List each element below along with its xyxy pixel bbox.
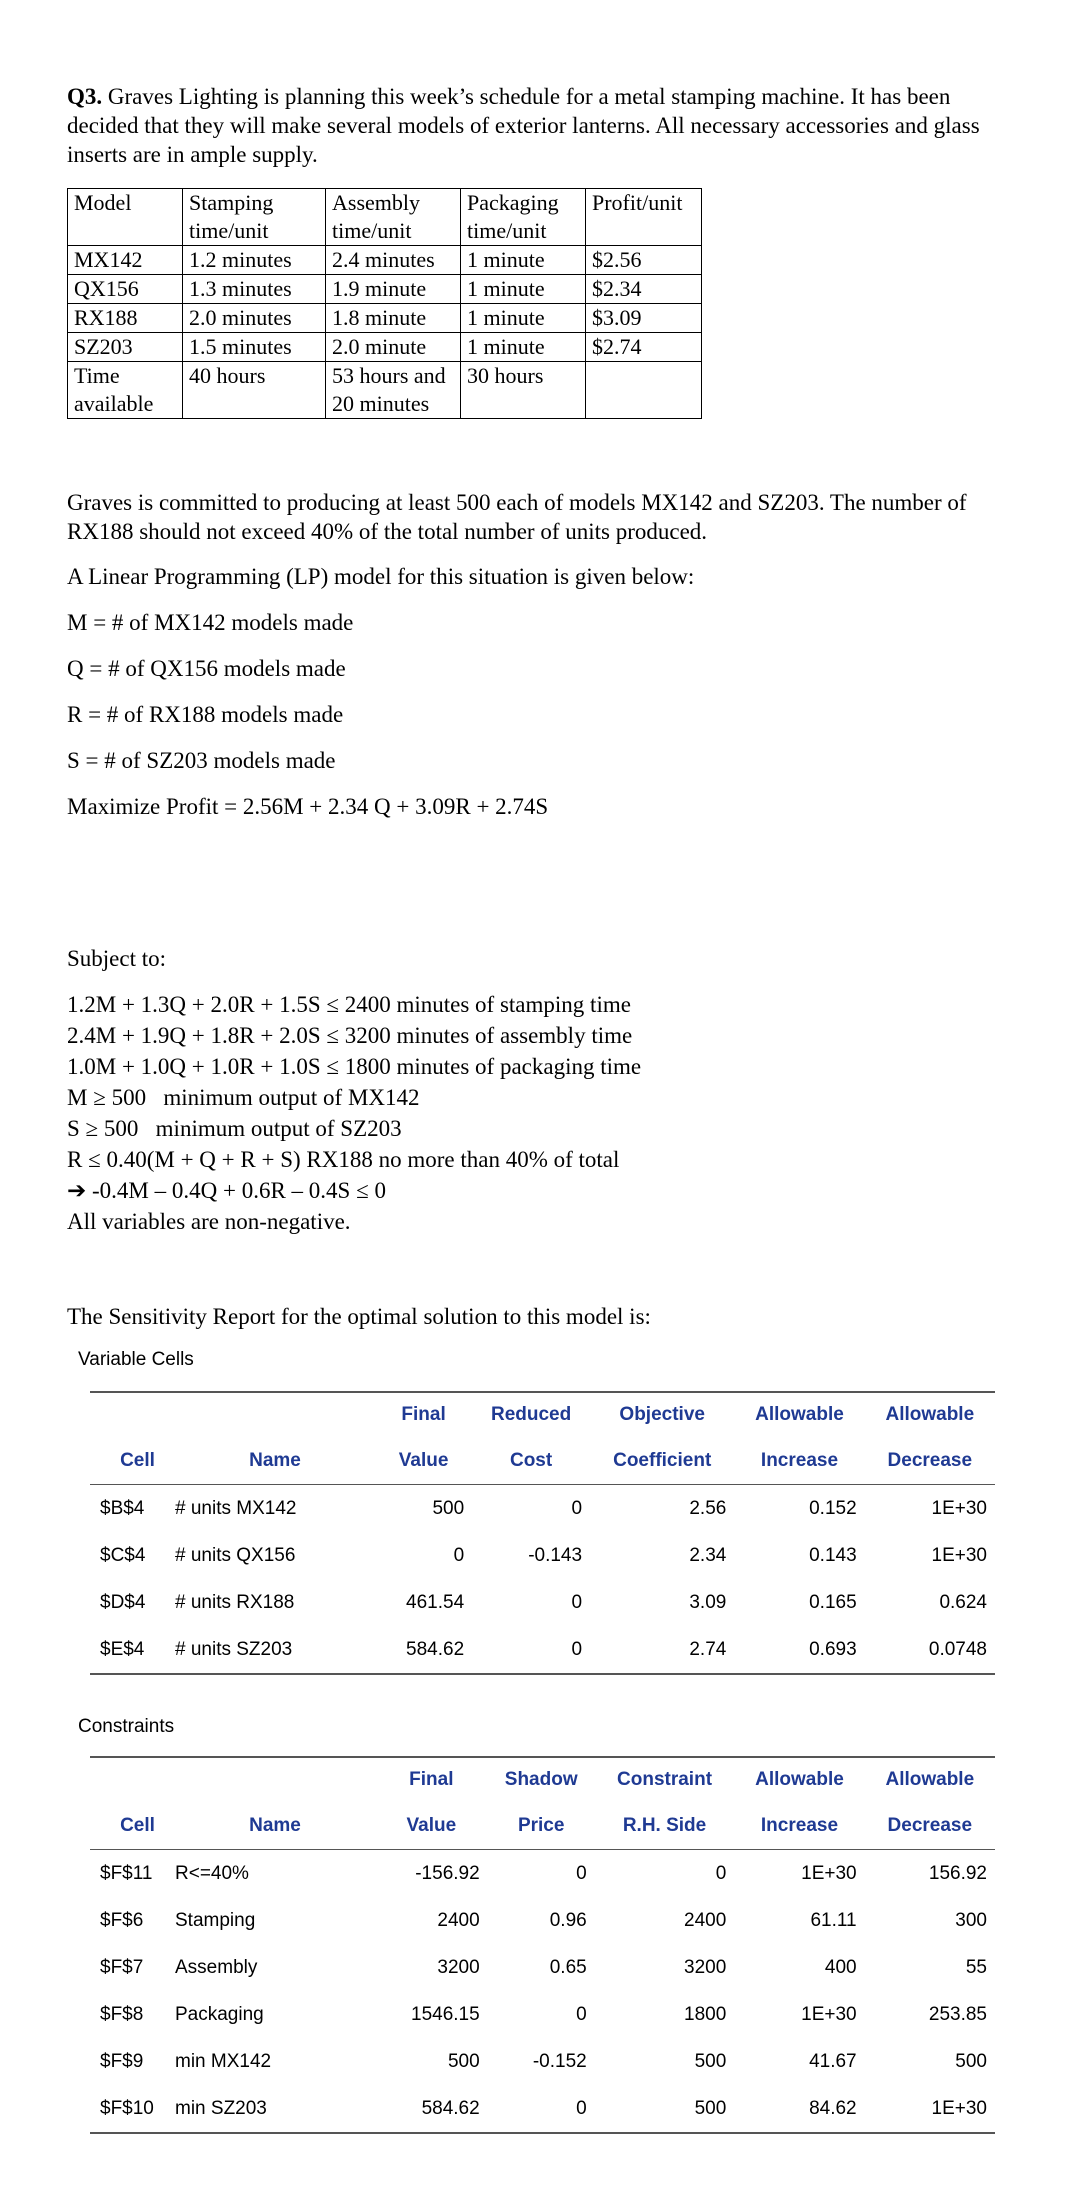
constraint-min-sz203: S ≥ 500 minimum output of SZ203 bbox=[67, 1116, 402, 1141]
report-cell: 461.54 bbox=[406, 1591, 465, 1613]
table-cell: 30 hours bbox=[461, 362, 586, 419]
report-header-cell: Allowable bbox=[734, 1392, 864, 1437]
report-header-cell: Value bbox=[375, 1437, 472, 1485]
report-cell: -0.143 bbox=[528, 1544, 583, 1566]
table-cell: $2.74 bbox=[586, 333, 702, 362]
report-cell: 500 bbox=[595, 2085, 735, 2133]
variable-cells-table bbox=[90, 1391, 995, 1675]
report-header-row bbox=[90, 1437, 995, 1485]
report-header-cell: R.H. Side bbox=[595, 1802, 735, 1850]
report-cell: 300 bbox=[955, 1909, 987, 1931]
report-cell: # units RX188 bbox=[175, 1591, 295, 1613]
report-cell: 500 bbox=[955, 2050, 987, 2072]
table-cell: RX188 bbox=[68, 304, 183, 333]
report-cell: 0 bbox=[715, 1862, 727, 1884]
report-header-cell: Allowable bbox=[734, 1757, 864, 1802]
report-cell: 584.62 bbox=[375, 1626, 472, 1674]
table-cell: 1.9 minute bbox=[326, 275, 461, 304]
table-row bbox=[68, 362, 702, 419]
table-cell: $3.09 bbox=[586, 304, 702, 333]
report-row bbox=[90, 2085, 995, 2133]
report-cell: Assembly bbox=[175, 1956, 258, 1978]
objective-function: Maximize Profit = 2.56M + 2.34 Q + 3.09R + 2.74S bbox=[67, 794, 549, 819]
model-data-table bbox=[67, 188, 702, 419]
report-cell: Stamping bbox=[175, 1909, 256, 1931]
report-row bbox=[90, 2038, 995, 2085]
report-header-cell: Increase bbox=[734, 1802, 864, 1850]
report-cell: $F$11 bbox=[100, 1862, 153, 1884]
report-header-row bbox=[90, 1802, 995, 1850]
report-cell: 500 bbox=[447, 2050, 480, 2072]
report-header-row bbox=[90, 1757, 995, 1802]
report-cell: $F$8 bbox=[100, 2003, 144, 2025]
report-cell: 0 bbox=[472, 1626, 590, 1674]
report-cell: 0 bbox=[576, 1862, 587, 1884]
commitment-text: Graves is committed to producing at least 500 each of models MX142 and SZ203. The number of RX188 should not exceed 40% of the total number of units produced. bbox=[67, 490, 967, 544]
table-cell: 1.5 minutes bbox=[183, 333, 326, 362]
report-cell: Packaging bbox=[175, 2003, 264, 2025]
question-text: Graves Lighting is planning this week’s schedule for a metal stamping machine. It has been decided that they will make several models of exterior lanterns. All necessary accessories and glass inserts are in ample supply. bbox=[67, 84, 980, 167]
report-cell: 0.143 bbox=[809, 1544, 857, 1566]
report-cell: 2400 bbox=[684, 1909, 727, 1931]
report-cell: 584.62 bbox=[375, 2085, 488, 2133]
constraint-packaging: 1.0M + 1.0Q + 1.0R + 1.0S ≤ 1800 minutes of packaging time bbox=[67, 1054, 642, 1079]
report-cell: 1E+30 bbox=[801, 2003, 857, 2025]
non-negativity-note: All variables are non-negative. bbox=[67, 1209, 351, 1234]
report-header-cell: Price bbox=[488, 1802, 595, 1850]
question-intro bbox=[67, 82, 1017, 169]
report-cell: 253.85 bbox=[928, 2003, 987, 2025]
report-cell: $B$4 bbox=[100, 1497, 145, 1519]
report-header-cell: Final bbox=[375, 1392, 472, 1437]
report-cell: 1E+30 bbox=[931, 1497, 987, 1519]
report-header-cell: Decrease bbox=[865, 1437, 995, 1485]
sensitivity-intro: The Sensitivity Report for the optimal solution to this model is: bbox=[67, 1304, 651, 1329]
report-cell: 2400 bbox=[437, 1909, 480, 1931]
report-header-cell: Name bbox=[175, 1437, 375, 1485]
report-cell: # units SZ203 bbox=[175, 1626, 375, 1674]
report-cell: $F$10 bbox=[90, 2085, 175, 2133]
variable-definition-m: M = # of MX142 models made bbox=[67, 610, 354, 635]
table-cell: MX142 bbox=[68, 246, 183, 275]
variable-definition-q: Q = # of QX156 models made bbox=[67, 656, 346, 681]
report-cell: 0 bbox=[488, 2085, 595, 2133]
report-cell: 0 bbox=[571, 1591, 583, 1613]
report-cell: $F$7 bbox=[100, 1956, 144, 1978]
report-header-cell: Increase bbox=[734, 1437, 864, 1485]
report-cell: 1800 bbox=[684, 2003, 727, 2025]
report-row bbox=[90, 1850, 995, 1898]
report-cell: 3200 bbox=[437, 1956, 480, 1978]
report-header-cell: Cell bbox=[90, 1802, 175, 1850]
table-cell: 1.2 minutes bbox=[183, 246, 326, 275]
report-cell: 2.34 bbox=[689, 1544, 727, 1566]
report-cell: 61.11 bbox=[810, 1909, 857, 1931]
lp-intro: A Linear Programming (LP) model for this situation is given below: bbox=[67, 564, 695, 589]
report-header-cell: Reduced bbox=[472, 1392, 590, 1437]
table-cell: 2.0 minute bbox=[326, 333, 461, 362]
variable-definition-s: S = # of SZ203 models made bbox=[67, 748, 336, 773]
report-cell: 0.165 bbox=[809, 1591, 857, 1613]
table-cell: 2.4 minutes bbox=[326, 246, 461, 275]
table-cell: 2.0 minutes bbox=[183, 304, 326, 333]
report-cell: min MX142 bbox=[175, 2050, 272, 2072]
table-cell: Assembly time/unit bbox=[326, 189, 461, 246]
report-cell: 0 bbox=[571, 1497, 583, 1519]
table-cell: Profit/unit bbox=[586, 189, 702, 246]
report-cell: R<=40% bbox=[175, 1862, 249, 1884]
report-header-cell bbox=[90, 1392, 175, 1437]
report-row bbox=[90, 1944, 995, 1991]
report-cell: 0 bbox=[576, 2003, 587, 2025]
report-cell: 1E+30 bbox=[801, 1862, 857, 1884]
report-cell: 0.624 bbox=[939, 1591, 987, 1613]
table-cell: 1 minute bbox=[461, 275, 586, 304]
report-header-cell: Cost bbox=[472, 1437, 590, 1485]
report-cell: min SZ203 bbox=[175, 2085, 375, 2133]
table-cell: $2.56 bbox=[586, 246, 702, 275]
table-cell: Model bbox=[68, 189, 183, 246]
report-cell: 41.67 bbox=[809, 2050, 857, 2072]
report-header-cell: Decrease bbox=[865, 1802, 995, 1850]
constraint-assembly: 2.4M + 1.9Q + 1.8R + 2.0S ≤ 3200 minutes of assembly time bbox=[67, 1023, 633, 1048]
report-cell: 1E+30 bbox=[931, 1544, 987, 1566]
subject-to-label: Subject to: bbox=[67, 946, 167, 971]
table-cell: 1 minute bbox=[461, 304, 586, 333]
report-cell: 0.96 bbox=[549, 1909, 587, 1931]
report-row bbox=[90, 1626, 995, 1674]
variable-cells-label: Variable Cells bbox=[78, 1349, 194, 1370]
report-header-cell bbox=[175, 1392, 375, 1437]
report-row bbox=[90, 1485, 995, 1533]
constraint-min-mx142: M ≥ 500 minimum output of MX142 bbox=[67, 1085, 420, 1110]
report-cell: 55 bbox=[965, 1956, 987, 1978]
table-row bbox=[68, 333, 702, 362]
report-header-cell bbox=[90, 1757, 175, 1802]
constraint-rx188-rewritten: ➔ -0.4M – 0.4Q + 0.6R – 0.4S ≤ 0 bbox=[67, 1178, 386, 1203]
report-cell: 0.693 bbox=[734, 1626, 864, 1674]
report-header-cell: Final bbox=[375, 1757, 488, 1802]
report-cell: $E$4 bbox=[90, 1626, 175, 1674]
table-cell: 1 minute bbox=[461, 333, 586, 362]
report-cell: 3.09 bbox=[689, 1591, 727, 1613]
report-cell: # units MX142 bbox=[175, 1497, 297, 1519]
report-cell: $D$4 bbox=[100, 1591, 146, 1613]
constraint-rx188-ratio: R ≤ 0.40(M + Q + R + S) RX188 no more than 40% of total bbox=[67, 1147, 620, 1172]
report-header-cell bbox=[175, 1757, 375, 1802]
table-cell: QX156 bbox=[68, 275, 183, 304]
report-header-cell: Coefficient bbox=[590, 1437, 734, 1485]
report-cell: 0 bbox=[453, 1544, 465, 1566]
report-cell: $C$4 bbox=[100, 1544, 146, 1566]
constraints-table bbox=[90, 1756, 995, 2134]
report-cell: 1546.15 bbox=[411, 2003, 480, 2025]
report-header-cell: Shadow bbox=[488, 1757, 595, 1802]
report-row bbox=[90, 1897, 995, 1944]
report-cell: -0.152 bbox=[532, 2050, 587, 2072]
variable-definition-r: R = # of RX188 models made bbox=[67, 702, 344, 727]
table-cell: $2.34 bbox=[586, 275, 702, 304]
report-cell: 500 bbox=[432, 1497, 465, 1519]
report-row bbox=[90, 1532, 995, 1579]
table-row bbox=[68, 275, 702, 304]
report-header-cell: Allowable bbox=[865, 1392, 995, 1437]
table-cell: 1.8 minute bbox=[326, 304, 461, 333]
table-cell: SZ203 bbox=[68, 333, 183, 362]
table-cell: 53 hours and 20 minutes bbox=[326, 362, 461, 419]
report-row bbox=[90, 1579, 995, 1626]
report-cell: -156.92 bbox=[415, 1862, 480, 1884]
table-cell: 1 minute bbox=[461, 246, 586, 275]
constraint-stamping: 1.2M + 1.3Q + 2.0R + 1.5S ≤ 2400 minutes of stamping time bbox=[67, 992, 631, 1017]
question-label: Q3. bbox=[67, 84, 103, 109]
report-cell: 0.152 bbox=[809, 1497, 857, 1519]
report-cell: 3200 bbox=[684, 1956, 727, 1978]
table-cell: Stamping time/unit bbox=[183, 189, 326, 246]
report-header-cell: Cell bbox=[90, 1437, 175, 1485]
table-cell: 1.3 minutes bbox=[183, 275, 326, 304]
table-row bbox=[68, 246, 702, 275]
report-header-cell: Allowable bbox=[865, 1757, 995, 1802]
report-row bbox=[90, 1991, 995, 2038]
report-header-cell: Objective bbox=[590, 1392, 734, 1437]
report-cell: 0.65 bbox=[549, 1956, 587, 1978]
report-header-cell: Constraint bbox=[595, 1757, 735, 1802]
report-header-cell: Value bbox=[375, 1802, 488, 1850]
report-header-row bbox=[90, 1392, 995, 1437]
report-cell: 2.56 bbox=[689, 1497, 727, 1519]
table-row bbox=[68, 304, 702, 333]
report-cell: 2.74 bbox=[590, 1626, 734, 1674]
report-cell: $F$6 bbox=[100, 1909, 144, 1931]
report-cell: 156.92 bbox=[928, 1862, 987, 1884]
report-header-cell: Name bbox=[175, 1802, 375, 1850]
report-cell: 1E+30 bbox=[865, 2085, 995, 2133]
table-cell: Packaging time/unit bbox=[461, 189, 586, 246]
report-cell: 84.62 bbox=[734, 2085, 864, 2133]
report-cell: $F$9 bbox=[100, 2050, 144, 2072]
report-cell: 500 bbox=[694, 2050, 727, 2072]
report-cell: # units QX156 bbox=[175, 1544, 296, 1566]
table-cell: 40 hours bbox=[183, 362, 326, 419]
table-header-row bbox=[68, 189, 702, 246]
table-cell bbox=[586, 362, 702, 419]
constraints-label: Constraints bbox=[78, 1716, 175, 1737]
table-cell: Time available bbox=[68, 362, 183, 419]
report-cell: 0.0748 bbox=[865, 1626, 995, 1674]
report-cell: 400 bbox=[824, 1956, 857, 1978]
